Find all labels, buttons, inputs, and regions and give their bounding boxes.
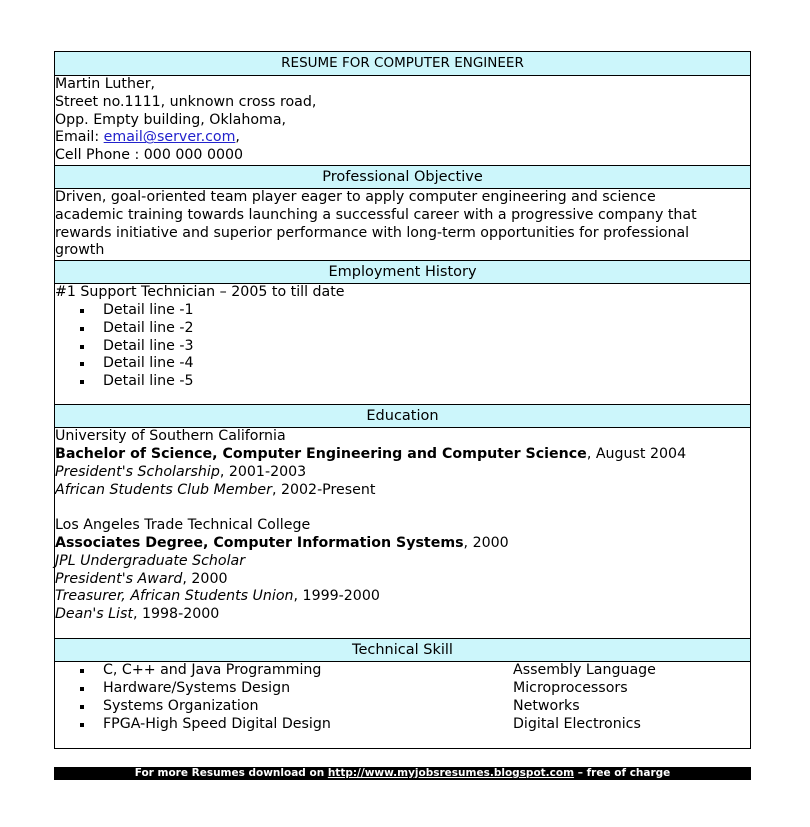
objective-line: academic training towards launching a successful career with a progressive company that xyxy=(55,206,697,223)
resume-table xyxy=(54,51,751,749)
spacer xyxy=(55,499,750,517)
honor-line xyxy=(55,588,750,606)
objective-section xyxy=(55,188,751,260)
footer-prefix: For more Resumes download on xyxy=(134,767,328,779)
skills-heading: Technical Skill xyxy=(55,639,751,662)
contact-section xyxy=(55,76,751,166)
honor-line xyxy=(55,482,750,500)
objective-line: Driven, goal-oriented team player eager to apply computer engineering and science xyxy=(55,188,656,205)
honor-date: , 2001-2003 xyxy=(219,463,307,480)
footer-link[interactable]: http://www.myjobsresumes.blogspot.com xyxy=(327,767,575,779)
education-heading: Education xyxy=(55,405,751,428)
resume-title: RESUME FOR COMPUTER ENGINEER xyxy=(55,52,751,76)
job-detail-list xyxy=(55,302,750,391)
contact-phone: Cell Phone : 000 000 0000 xyxy=(55,147,244,164)
objective-line: rewards initiative and superior performance with long-term opportunities for professional xyxy=(55,224,690,241)
honor-line xyxy=(55,571,750,589)
list-item: Assembly Language xyxy=(513,662,656,679)
list-item: Hardware/Systems Design xyxy=(77,680,513,698)
objective-heading: Professional Objective xyxy=(55,165,751,188)
contact-building: Opp. Empty building, Oklahoma, xyxy=(55,111,287,128)
list-item: Detail line -3 xyxy=(77,338,750,356)
skills-right-column xyxy=(513,662,656,733)
degree-line xyxy=(55,446,750,464)
email-label: Email: xyxy=(55,129,104,146)
education-section xyxy=(55,428,751,639)
list-item: Systems Organization xyxy=(77,698,513,716)
degree-title: Associates Degree, Computer Information Systems xyxy=(55,534,464,551)
honor-date: , 1998-2000 xyxy=(132,606,220,623)
school-name: Los Angeles Trade Technical College xyxy=(55,517,311,534)
degree-title: Bachelor of Science, Computer Engineering and Computer Science xyxy=(55,445,587,462)
list-item: Detail line -1 xyxy=(77,302,750,320)
skills-section xyxy=(55,662,751,749)
contact-name: Martin Luther, xyxy=(55,76,156,92)
honor-title: President's Award xyxy=(55,570,183,587)
degree-date: , 2000 xyxy=(463,534,509,551)
degree-line xyxy=(55,535,750,553)
skills-columns xyxy=(55,662,750,733)
honor-line xyxy=(55,553,750,571)
skills-left-column xyxy=(55,662,513,733)
objective-line: growth xyxy=(55,242,105,259)
skills-right-list xyxy=(513,662,656,733)
list-item: Detail line -2 xyxy=(77,320,750,338)
list-item: Microprocessors xyxy=(513,679,628,696)
honor-title: African Students Club Member xyxy=(55,481,272,498)
honor-title: Treasurer, African Students Union xyxy=(55,588,294,605)
list-item: C, C++ and Java Programming xyxy=(77,662,513,680)
honor-date: , 2000 xyxy=(182,570,228,587)
list-item: FPGA-High Speed Digital Design xyxy=(77,716,513,734)
employment-section xyxy=(55,284,751,405)
skills-left-list xyxy=(55,662,513,733)
employment-heading: Employment History xyxy=(55,261,751,284)
email-suffix: , xyxy=(235,129,240,146)
list-item: Detail line -4 xyxy=(77,355,750,373)
honor-line xyxy=(55,606,750,624)
list-item: Networks xyxy=(513,697,580,714)
honor-date: , 1999-2000 xyxy=(293,588,380,605)
honor-title: President's Scholarship xyxy=(55,463,220,480)
list-item: Digital Electronics xyxy=(513,715,641,732)
degree-date: , August 2004 xyxy=(586,445,687,462)
contact-email-line xyxy=(55,129,750,147)
job-title: #1 Support Technician – 2005 to till date xyxy=(55,284,345,301)
school-name: University of Southern California xyxy=(55,428,286,445)
honor-line xyxy=(55,464,750,482)
footer-bar xyxy=(54,767,751,780)
honor-title: Dean's List xyxy=(55,606,133,623)
list-item: Detail line -5 xyxy=(77,373,750,391)
contact-street: Street no.1111, unknown cross road, xyxy=(55,93,317,110)
honor-title: JPL Undergraduate Scholar xyxy=(55,552,246,569)
email-link[interactable]: email@server.com xyxy=(103,129,236,146)
honor-date: , 2002-Present xyxy=(271,481,376,498)
footer-suffix: – free of charge xyxy=(574,767,671,779)
